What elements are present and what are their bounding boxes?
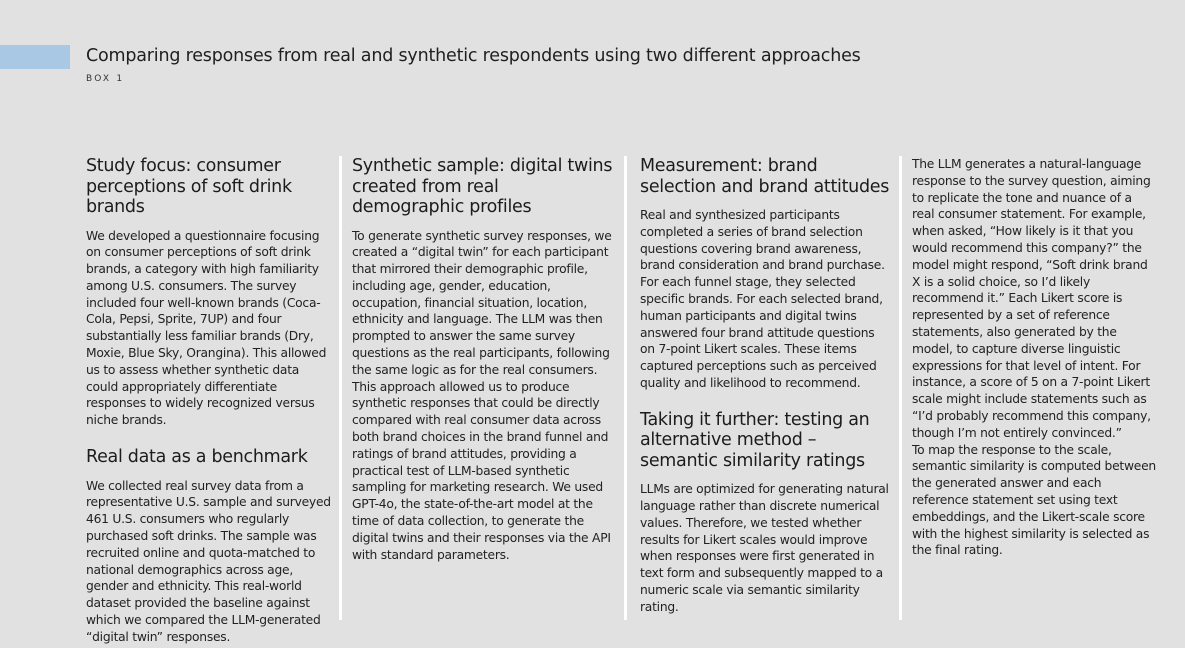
section-body-synthetic-sample: To generate synthetic survey responses, we created a “digital twin” for each participant that mirrored their demographic profile, including age, gender, education, occupation, financial situation, location, ethnicity and language. The LLM was then prompted to answer the same survey questions as the real participants, following the same logic as for the real consumers. This approach allowed us to produce synthetic responses that could be directly compared with real consumer data across both brand choices in the brand funnel and ratings of brand attitudes, providing a practical test of LLM-based synthetic sampling for marketing research. We used GPT-4o, the state-of-the-art model at the time of data collection, to generate the digital twins and their responses via the API with standard parameters.: [352, 228, 612, 562]
section-heading-study-focus: Study focus: consumer perceptions of soft drink brands: [86, 156, 292, 217]
section-body-study-focus: We developed a questionnaire focusing on consumer perceptions of soft drink brands, a category with high familiarity among U.S. consumers. The survey included four well-known brands (Coca-Cola, Pepsi, Sprite, 7UP) and four substantially less familiar brands (Dry, Moxie, Blue Sky, Orangina). This allowed us to assess whether synthetic data could appropriately differentiate responses to widely recognized versus niche brands.: [86, 228, 327, 428]
section-heading-synthetic-sample: Synthetic sample: digital twins created from real demographic profiles: [352, 156, 613, 217]
accent-bar: [0, 45, 70, 69]
paragraph-llm-generates: The LLM generates a natural-language response to the survey question, aiming to replicate the tone and nuance of a real consumer statement. For example, when asked, “How likely is it that you would recommend this company?” the model might respond, “Soft drink brand X is a solid choice, so I’d likely recommend it.” Each Likert score is represented by a set of reference statements, also generated by the model, to capture diverse linguistic expressions for that level of intent. For instance, a score of 5 on a 7-point Likert scale might include statements such as “I’d probably recommend this company, though I’m not entirely convinced.”: [912, 157, 1151, 440]
column-semantic-similarity: [912, 156, 1157, 620]
section-heading-measurement: Measurement: brand selection and brand attitudes: [640, 156, 890, 197]
section-body-measurement: Real and synthesized participants completed a series of brand selection questions covering brand awareness, brand consideration and brand purchase. For each funnel stage, they selected specific brands. For each selected brand, human participants and digital twins answered four brand attitude questions on 7-point Likert scales. These items captured perceptions such as perceived quality and likelihood to recommend.: [640, 208, 885, 390]
box-label: BOX 1: [86, 74, 125, 84]
paragraph-map-response: To map the response to the scale, semantic similarity is computed between the generated answer and each reference statement set using text embeddings, and the Likert-scale score with the highest similarity is selected as the final rating.: [912, 442, 1156, 558]
section-body-real-data: We collected real survey data from a representative U.S. sample and surveyed 461 U.S. consumers who regularly purchased soft drinks. The sample was recruited online and quota-matched to national demographics across age, gender and ethnicity. This real-world dataset provided the baseline against which we compared the LLM-generated “digital twin” responses.: [86, 478, 331, 644]
column-divider: [899, 156, 902, 620]
column-study-focus: [86, 156, 332, 644]
section-body-taking-it-further: LLMs are optimized for generating natural language rather than discrete numerical values. Therefore, we tested whether results for Likert scales would improve when responses were first generated in text form and subsequently mapped to a numeric scale via semantic similarity rating.: [640, 482, 889, 614]
column-measurement: [640, 156, 890, 620]
column-synthetic-sample: [352, 156, 614, 620]
box-title: Comparing responses from real and synthetic respondents using two different approaches: [86, 46, 861, 66]
column-divider: [339, 156, 342, 620]
column-divider: [624, 156, 627, 620]
section-heading-real-data: Real data as a benchmark: [86, 447, 308, 468]
section-heading-taking-it-further: Taking it further: testing an alternative method – semantic similarity ratings: [640, 409, 870, 471]
